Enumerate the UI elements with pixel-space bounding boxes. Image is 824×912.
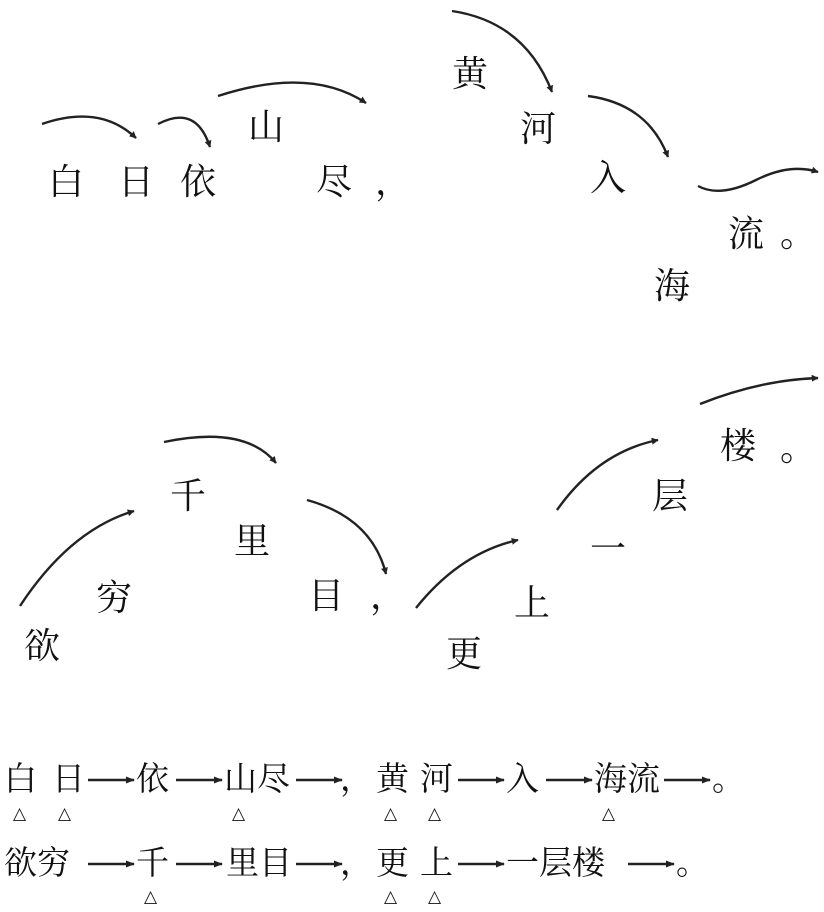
line2-char-1: 欲 xyxy=(24,626,61,667)
notation-row2-char: 更 xyxy=(376,843,409,882)
line2-char-3: 千 xyxy=(170,476,207,517)
line2-char-6: ， xyxy=(370,576,407,617)
line1-arrow-3 xyxy=(218,83,366,103)
notation-row2-char: 。 xyxy=(676,843,709,882)
line2-arrow-5 xyxy=(557,440,658,510)
line1-char-3: 依 xyxy=(180,162,217,203)
line1-char-9: 入 xyxy=(590,158,627,199)
notation-row2-char: 上 xyxy=(420,843,453,882)
stress-mark: △ xyxy=(384,887,398,907)
notation-row1-char: 海流 xyxy=(594,759,660,798)
line1-char-6: ， xyxy=(375,162,412,203)
notation-row2-char: 一层楼 xyxy=(506,843,605,882)
line2-arrow-6 xyxy=(700,378,818,404)
notation-row1-char: 黄 xyxy=(376,759,409,798)
line2-char-10: 层 xyxy=(652,476,689,517)
stress-mark: △ xyxy=(232,804,246,824)
line1-arrow-5 xyxy=(588,96,668,157)
notation-row2-char: 里目 xyxy=(226,843,292,882)
stress-mark: △ xyxy=(384,804,398,824)
line1-arrow-1 xyxy=(42,117,136,138)
line2-char-9: 一 xyxy=(590,529,627,570)
line1-arrow-2 xyxy=(158,118,210,147)
stress-mark: △ xyxy=(428,804,442,824)
notation-row1-char: 河 xyxy=(420,759,453,798)
line1-arrow-6 xyxy=(698,169,818,191)
notation-row1-char: 山尽 xyxy=(224,759,290,798)
line2-char-8: 上 xyxy=(514,583,551,624)
line2-char-2: 穷 xyxy=(96,578,133,619)
line2-char-7: 更 xyxy=(446,634,483,675)
notation-row1-char: 依 xyxy=(136,759,169,798)
notation-row1-char: 日 xyxy=(52,759,85,798)
stress-mark: △ xyxy=(58,804,72,824)
line1-char-12: 。 xyxy=(780,214,817,255)
line2-arrow-4 xyxy=(416,540,518,608)
notation-row-1 xyxy=(4,759,745,824)
notation-row-2 xyxy=(4,843,709,907)
line2-char-11: 楼 xyxy=(720,426,757,467)
line1-char-8: 河 xyxy=(520,109,557,150)
line2-arrow-3 xyxy=(307,500,386,574)
notation-row1-char: ， xyxy=(340,759,373,798)
line2-char-12: 。 xyxy=(780,428,817,469)
notation-row2-char: 欲穷 xyxy=(4,843,70,882)
line1-char-1: 白 xyxy=(48,162,85,203)
line1-char-10: 海 xyxy=(654,266,691,307)
stress-mark: △ xyxy=(602,804,616,824)
notation-row1-char: 。 xyxy=(712,759,745,798)
line1-char-2: 日 xyxy=(118,162,155,203)
line1-char-11: 流 xyxy=(728,214,765,255)
notation-row2-char: ， xyxy=(340,843,373,882)
line2-char-4: 里 xyxy=(234,521,271,562)
line2-contour xyxy=(20,378,818,675)
notation-row1-char: 入 xyxy=(506,759,539,798)
line1-char-5: 尽 xyxy=(316,162,353,203)
line1-char-4: 山 xyxy=(248,107,285,148)
line1-char-7: 黄 xyxy=(452,54,489,95)
line1-contour xyxy=(42,11,818,307)
notation-row1-char: 白 xyxy=(4,759,37,798)
stress-mark: △ xyxy=(428,887,442,907)
stress-mark: △ xyxy=(144,887,158,907)
stress-mark: △ xyxy=(13,804,27,824)
line2-char-5: 目 xyxy=(308,576,345,617)
notation-row2-char: 千 xyxy=(136,843,169,882)
line2-arrow-2 xyxy=(164,437,276,463)
